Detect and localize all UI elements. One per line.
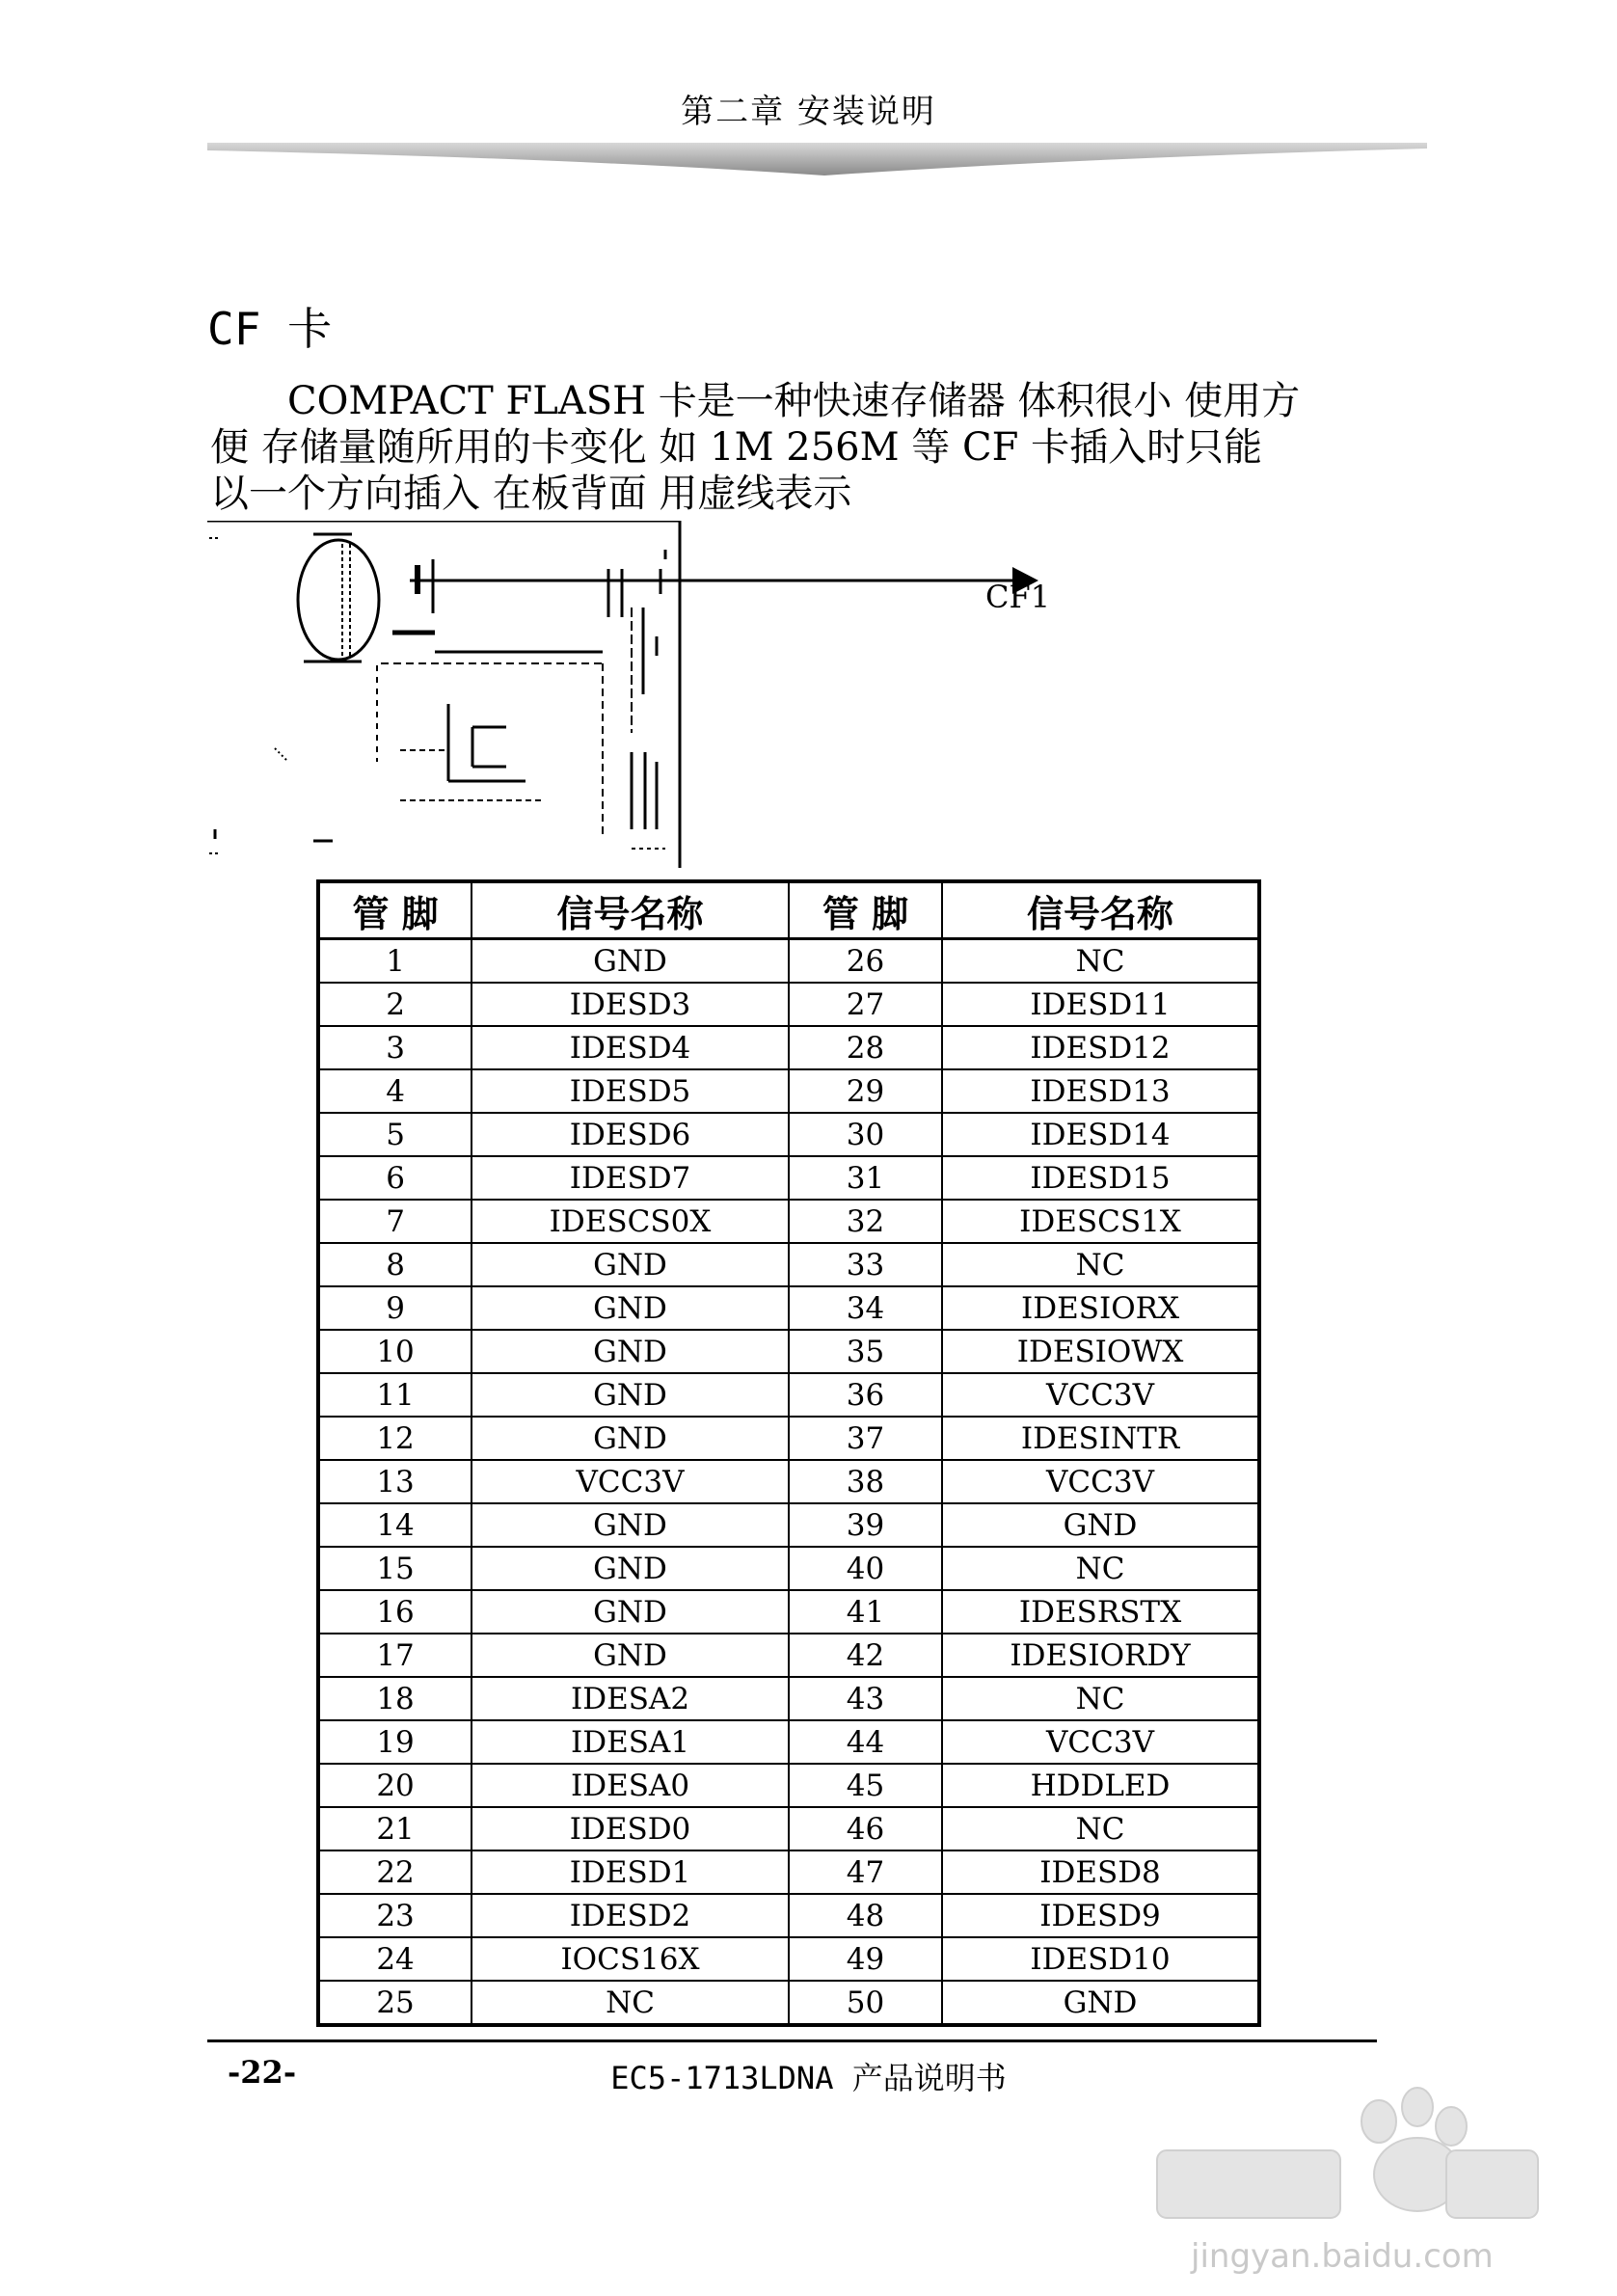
table-row xyxy=(318,1330,1259,1373)
pin-number-cell: 38 xyxy=(789,1460,942,1503)
pin-number-cell: 29 xyxy=(789,1069,942,1113)
signal-name-cell: IDESD6 xyxy=(472,1113,789,1156)
pin-number-cell: 42 xyxy=(789,1634,942,1677)
signal-name-cell: IDESD13 xyxy=(942,1069,1259,1113)
pin-table-header xyxy=(318,881,1259,939)
signal-name-cell: NC xyxy=(942,1807,1259,1850)
table-row xyxy=(318,1677,1259,1720)
page-number: -22- xyxy=(228,2054,297,2091)
signal-name-cell: VCC3V xyxy=(942,1373,1259,1417)
signal-name-cell: IDESD1 xyxy=(472,1850,789,1894)
pin-number-cell: 17 xyxy=(318,1634,472,1677)
signal-name-cell: IDESD14 xyxy=(942,1113,1259,1156)
table-row xyxy=(318,1200,1259,1243)
pin-number-cell: 32 xyxy=(789,1200,942,1243)
footer-rule xyxy=(207,2039,1377,2042)
signal-name-cell: IDESD9 xyxy=(942,1894,1259,1937)
signal-name-cell: IDESD4 xyxy=(472,1026,789,1069)
signal-name-cell: IDESCS0X xyxy=(472,1200,789,1243)
intro-paragraph xyxy=(210,378,1377,517)
signal-name-cell: NC xyxy=(472,1981,789,2025)
signal-name-cell: HDDLED xyxy=(942,1764,1259,1807)
signal-name-cell: IDESD11 xyxy=(942,983,1259,1026)
pin-number-cell: 41 xyxy=(789,1590,942,1634)
signal-name-cell: GND xyxy=(942,1981,1259,2025)
pin-number-cell: 23 xyxy=(318,1894,472,1937)
pin-number-cell: 4 xyxy=(318,1069,472,1113)
signal-name-cell: VCC3V xyxy=(942,1460,1259,1503)
paragraph-line: 便 存储量随所用的卡变化 如 1M 256M 等 CF 卡插入时只能 xyxy=(210,425,1263,470)
signal-name-cell: GND xyxy=(472,1547,789,1590)
header-rule xyxy=(207,143,1427,176)
pin-number-cell: 39 xyxy=(789,1503,942,1547)
signal-name-cell: IDESD8 xyxy=(942,1850,1259,1894)
pin-number-cell: 25 xyxy=(318,1981,472,2025)
pin-number-cell: 45 xyxy=(789,1764,942,1807)
header-pin: 管 脚 xyxy=(789,881,942,939)
pin-number-cell: 47 xyxy=(789,1850,942,1894)
watermark-url: jingyan.baidu.com xyxy=(1191,2237,1494,2276)
pin-number-cell: 5 xyxy=(318,1113,472,1156)
table-row xyxy=(318,1590,1259,1634)
signal-name-cell: IDESD7 xyxy=(472,1156,789,1200)
signal-name-cell: GND xyxy=(472,1243,789,1286)
table-row xyxy=(318,1547,1259,1590)
table-row xyxy=(318,1460,1259,1503)
table-row xyxy=(318,1720,1259,1764)
signal-name-cell: IDESINTR xyxy=(942,1417,1259,1460)
table-row xyxy=(318,1937,1259,1981)
header-signal: 信号名称 xyxy=(942,881,1259,939)
signal-name-cell: GND xyxy=(472,939,789,984)
pin-number-cell: 33 xyxy=(789,1243,942,1286)
signal-name-cell: IDESD15 xyxy=(942,1156,1259,1200)
pin-number-cell: 26 xyxy=(789,939,942,984)
pin-number-cell: 13 xyxy=(318,1460,472,1503)
pin-number-cell: 28 xyxy=(789,1026,942,1069)
pin-number-cell: 2 xyxy=(318,983,472,1026)
baidu-watermark-logo xyxy=(1138,2064,1543,2256)
pin-number-cell: 3 xyxy=(318,1026,472,1069)
table-row xyxy=(318,1026,1259,1069)
table-row xyxy=(318,1503,1259,1547)
pin-number-cell: 34 xyxy=(789,1286,942,1330)
pin-number-cell: 12 xyxy=(318,1417,472,1460)
paragraph-line: COMPACT FLASH 卡是一种快速存储器 体积很小 使用方 xyxy=(287,379,1301,423)
pin-number-cell: 6 xyxy=(318,1156,472,1200)
signal-name-cell: IDESD5 xyxy=(472,1069,789,1113)
table-row xyxy=(318,1373,1259,1417)
pin-number-cell: 18 xyxy=(318,1677,472,1720)
signal-name-cell: IDESIORX xyxy=(942,1286,1259,1330)
pin-number-cell: 36 xyxy=(789,1373,942,1417)
pin-number-cell: 9 xyxy=(318,1286,472,1330)
pin-number-cell: 49 xyxy=(789,1937,942,1981)
table-row xyxy=(318,939,1259,984)
signal-name-cell: GND xyxy=(472,1373,789,1417)
pin-number-cell: 30 xyxy=(789,1113,942,1156)
paragraph-line: 以一个方向插入 在板背面 用虚线表示 xyxy=(210,472,852,516)
signal-name-cell: NC xyxy=(942,939,1259,984)
pin-number-cell: 15 xyxy=(318,1547,472,1590)
signal-name-cell: GND xyxy=(472,1286,789,1330)
table-row xyxy=(318,1113,1259,1156)
table-row xyxy=(318,1894,1259,1937)
pin-number-cell: 46 xyxy=(789,1807,942,1850)
pin-number-cell: 48 xyxy=(789,1894,942,1937)
table-row xyxy=(318,1156,1259,1200)
cf-card-diagram xyxy=(207,521,1075,878)
pin-table xyxy=(316,879,1261,2027)
table-row xyxy=(318,1286,1259,1330)
pin-number-cell: 40 xyxy=(789,1547,942,1590)
signal-name-cell: IDESIOWX xyxy=(942,1330,1259,1373)
signal-name-cell: IDESD12 xyxy=(942,1026,1259,1069)
pin-number-cell: 14 xyxy=(318,1503,472,1547)
signal-name-cell: IDESIORDY xyxy=(942,1634,1259,1677)
pin-number-cell: 35 xyxy=(789,1330,942,1373)
signal-name-cell: GND xyxy=(472,1503,789,1547)
table-row xyxy=(318,983,1259,1026)
signal-name-cell: VCC3V xyxy=(472,1460,789,1503)
table-row xyxy=(318,1243,1259,1286)
pin-number-cell: 24 xyxy=(318,1937,472,1981)
signal-name-cell: GND xyxy=(472,1330,789,1373)
pin-number-cell: 1 xyxy=(318,939,472,984)
signal-name-cell: IDESRSTX xyxy=(942,1590,1259,1634)
pin-number-cell: 22 xyxy=(318,1850,472,1894)
signal-name-cell: GND xyxy=(472,1417,789,1460)
pin-number-cell: 37 xyxy=(789,1417,942,1460)
signal-name-cell: IDESA0 xyxy=(472,1764,789,1807)
signal-name-cell: IDESD3 xyxy=(472,983,789,1026)
signal-name-cell: IDESD2 xyxy=(472,1894,789,1937)
pin-number-cell: 31 xyxy=(789,1156,942,1200)
section-title: CF 卡 xyxy=(207,303,333,355)
pin-number-cell: 8 xyxy=(318,1243,472,1286)
table-row xyxy=(318,1850,1259,1894)
page-header: 第二章 安装说明 xyxy=(681,93,936,131)
pin-number-cell: 7 xyxy=(318,1200,472,1243)
table-row xyxy=(318,1069,1259,1113)
table-row xyxy=(318,1807,1259,1850)
table-row xyxy=(318,1981,1259,2025)
signal-name-cell: IDESD0 xyxy=(472,1807,789,1850)
table-row xyxy=(318,1417,1259,1460)
signal-name-cell: GND xyxy=(472,1634,789,1677)
signal-name-cell: IDESD10 xyxy=(942,1937,1259,1981)
signal-name-cell: IOCS16X xyxy=(472,1937,789,1981)
pin-number-cell: 21 xyxy=(318,1807,472,1850)
pin-number-cell: 50 xyxy=(789,1981,942,2025)
signal-name-cell: VCC3V xyxy=(942,1720,1259,1764)
cf1-label: CF1 xyxy=(985,579,1051,615)
signal-name-cell: NC xyxy=(942,1677,1259,1720)
footer-title: EC5-1713LDNA 产品说明书 xyxy=(610,2060,1007,2096)
signal-name-cell: GND xyxy=(472,1590,789,1634)
signal-name-cell: NC xyxy=(942,1243,1259,1286)
signal-name-cell: IDESA1 xyxy=(472,1720,789,1764)
signal-name-cell: NC xyxy=(942,1547,1259,1590)
pin-number-cell: 20 xyxy=(318,1764,472,1807)
pin-number-cell: 19 xyxy=(318,1720,472,1764)
pin-number-cell: 43 xyxy=(789,1677,942,1720)
pin-number-cell: 27 xyxy=(789,983,942,1026)
header-pin: 管 脚 xyxy=(318,881,472,939)
signal-name-cell: IDESA2 xyxy=(472,1677,789,1720)
pin-number-cell: 10 xyxy=(318,1330,472,1373)
header-signal: 信号名称 xyxy=(472,881,789,939)
signal-name-cell: IDESCS1X xyxy=(942,1200,1259,1243)
signal-name-cell: GND xyxy=(942,1503,1259,1547)
pin-number-cell: 44 xyxy=(789,1720,942,1764)
pin-number-cell: 16 xyxy=(318,1590,472,1634)
pin-number-cell: 11 xyxy=(318,1373,472,1417)
table-row xyxy=(318,1634,1259,1677)
table-row xyxy=(318,1764,1259,1807)
